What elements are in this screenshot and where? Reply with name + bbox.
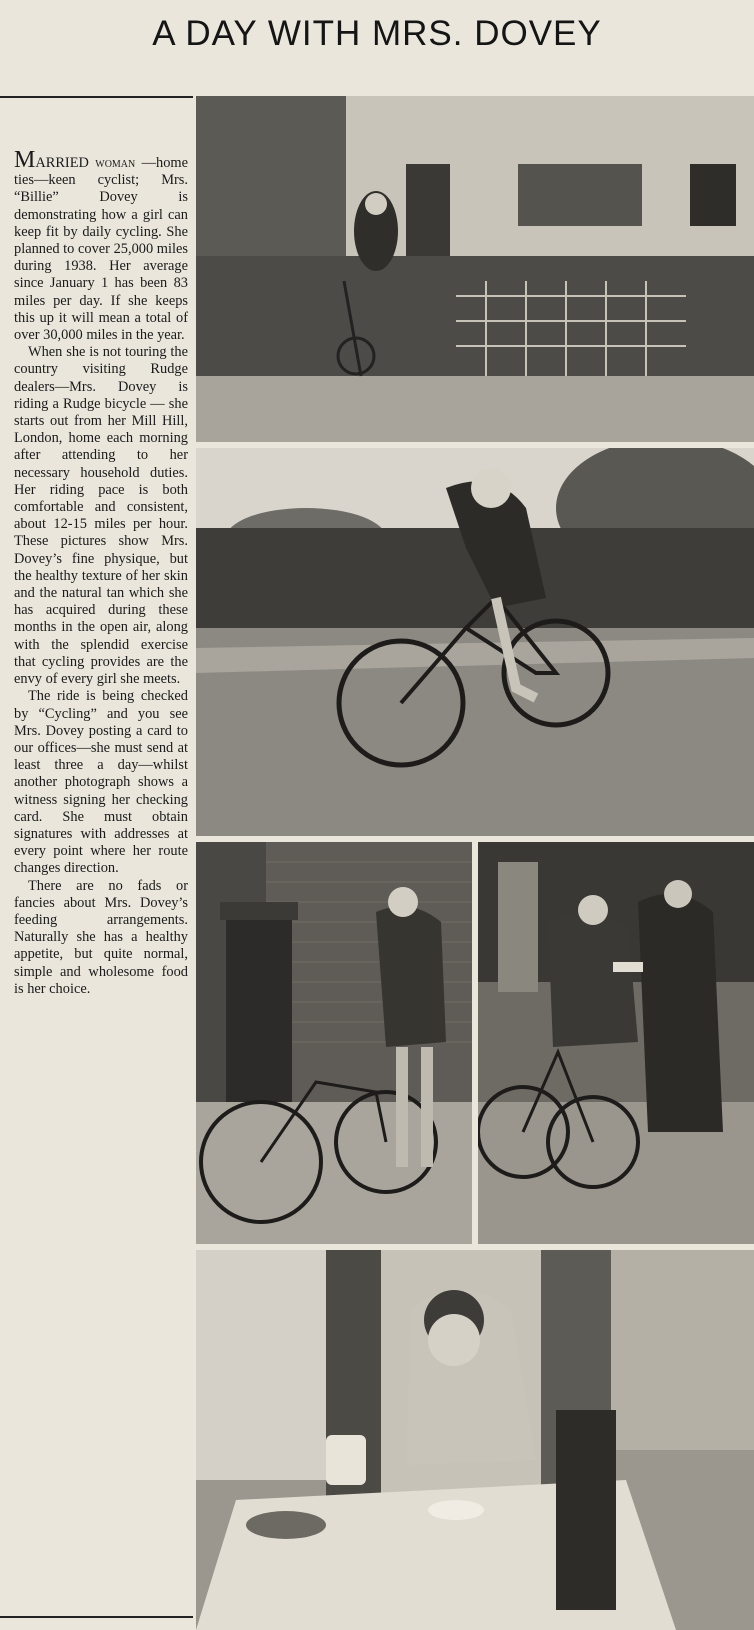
paragraph-2: When she is not touring the country visiting Rudge dealers—Mrs. Dovey is riding a Rudge bicycle — she starts out from her Mill Hill, London, home each morning after attending to her necessary household duties. Her riding pace is both comfortable and consistent, about 12-15 miles per hour. These pictures show Mrs. Dovey’s fine physique, but the healthy texture of her skin and the natural tan which she has acquired during these months in the open air, along with the splendid exercise that cycling provides are the envy of every girl she meets. [14, 344, 188, 688]
bottom-rule [0, 1616, 193, 1618]
photo-house-cyclist [196, 96, 754, 442]
photo-riding-road [196, 448, 754, 836]
paragraph-1 [14, 147, 188, 344]
paragraph-3: The ride is being checked by “Cycling” and you see Mrs. Dovey posting a card to our offices—she must send at least three a day—whilst another photograph shows a witness signing her checking card. She must obtain signatures with addresses at every point where her route changes direction. [14, 688, 188, 877]
photo-posting-card [196, 842, 472, 1244]
page-title: A DAY WITH MRS. DOVEY [152, 14, 602, 53]
article-text [14, 147, 188, 998]
paragraph-4: There are no fads or fancies about Mrs. Dovey’s feeding arrangements. Naturally she has a healthy appetite, but quite normal, simple and wholesome food is her choice. [14, 877, 188, 997]
top-rule [0, 96, 193, 98]
paragraph-1-body: —home ties—keen cyclist; Mrs. “Billie” Dovey is demonstrating how a girl can keep fit by daily cycling. She planned to cover 25,000 miles during 1938. Her average since January 1 has been 83 miles per day. If she keeps this up it will mean a total of over 30,000 miles in the year. [14, 155, 188, 344]
photo-meal-table [196, 1250, 754, 1630]
photo-witness-signing [478, 842, 754, 1244]
lead-in: ARRIED woman [35, 155, 136, 171]
drop-cap: M [14, 147, 36, 173]
